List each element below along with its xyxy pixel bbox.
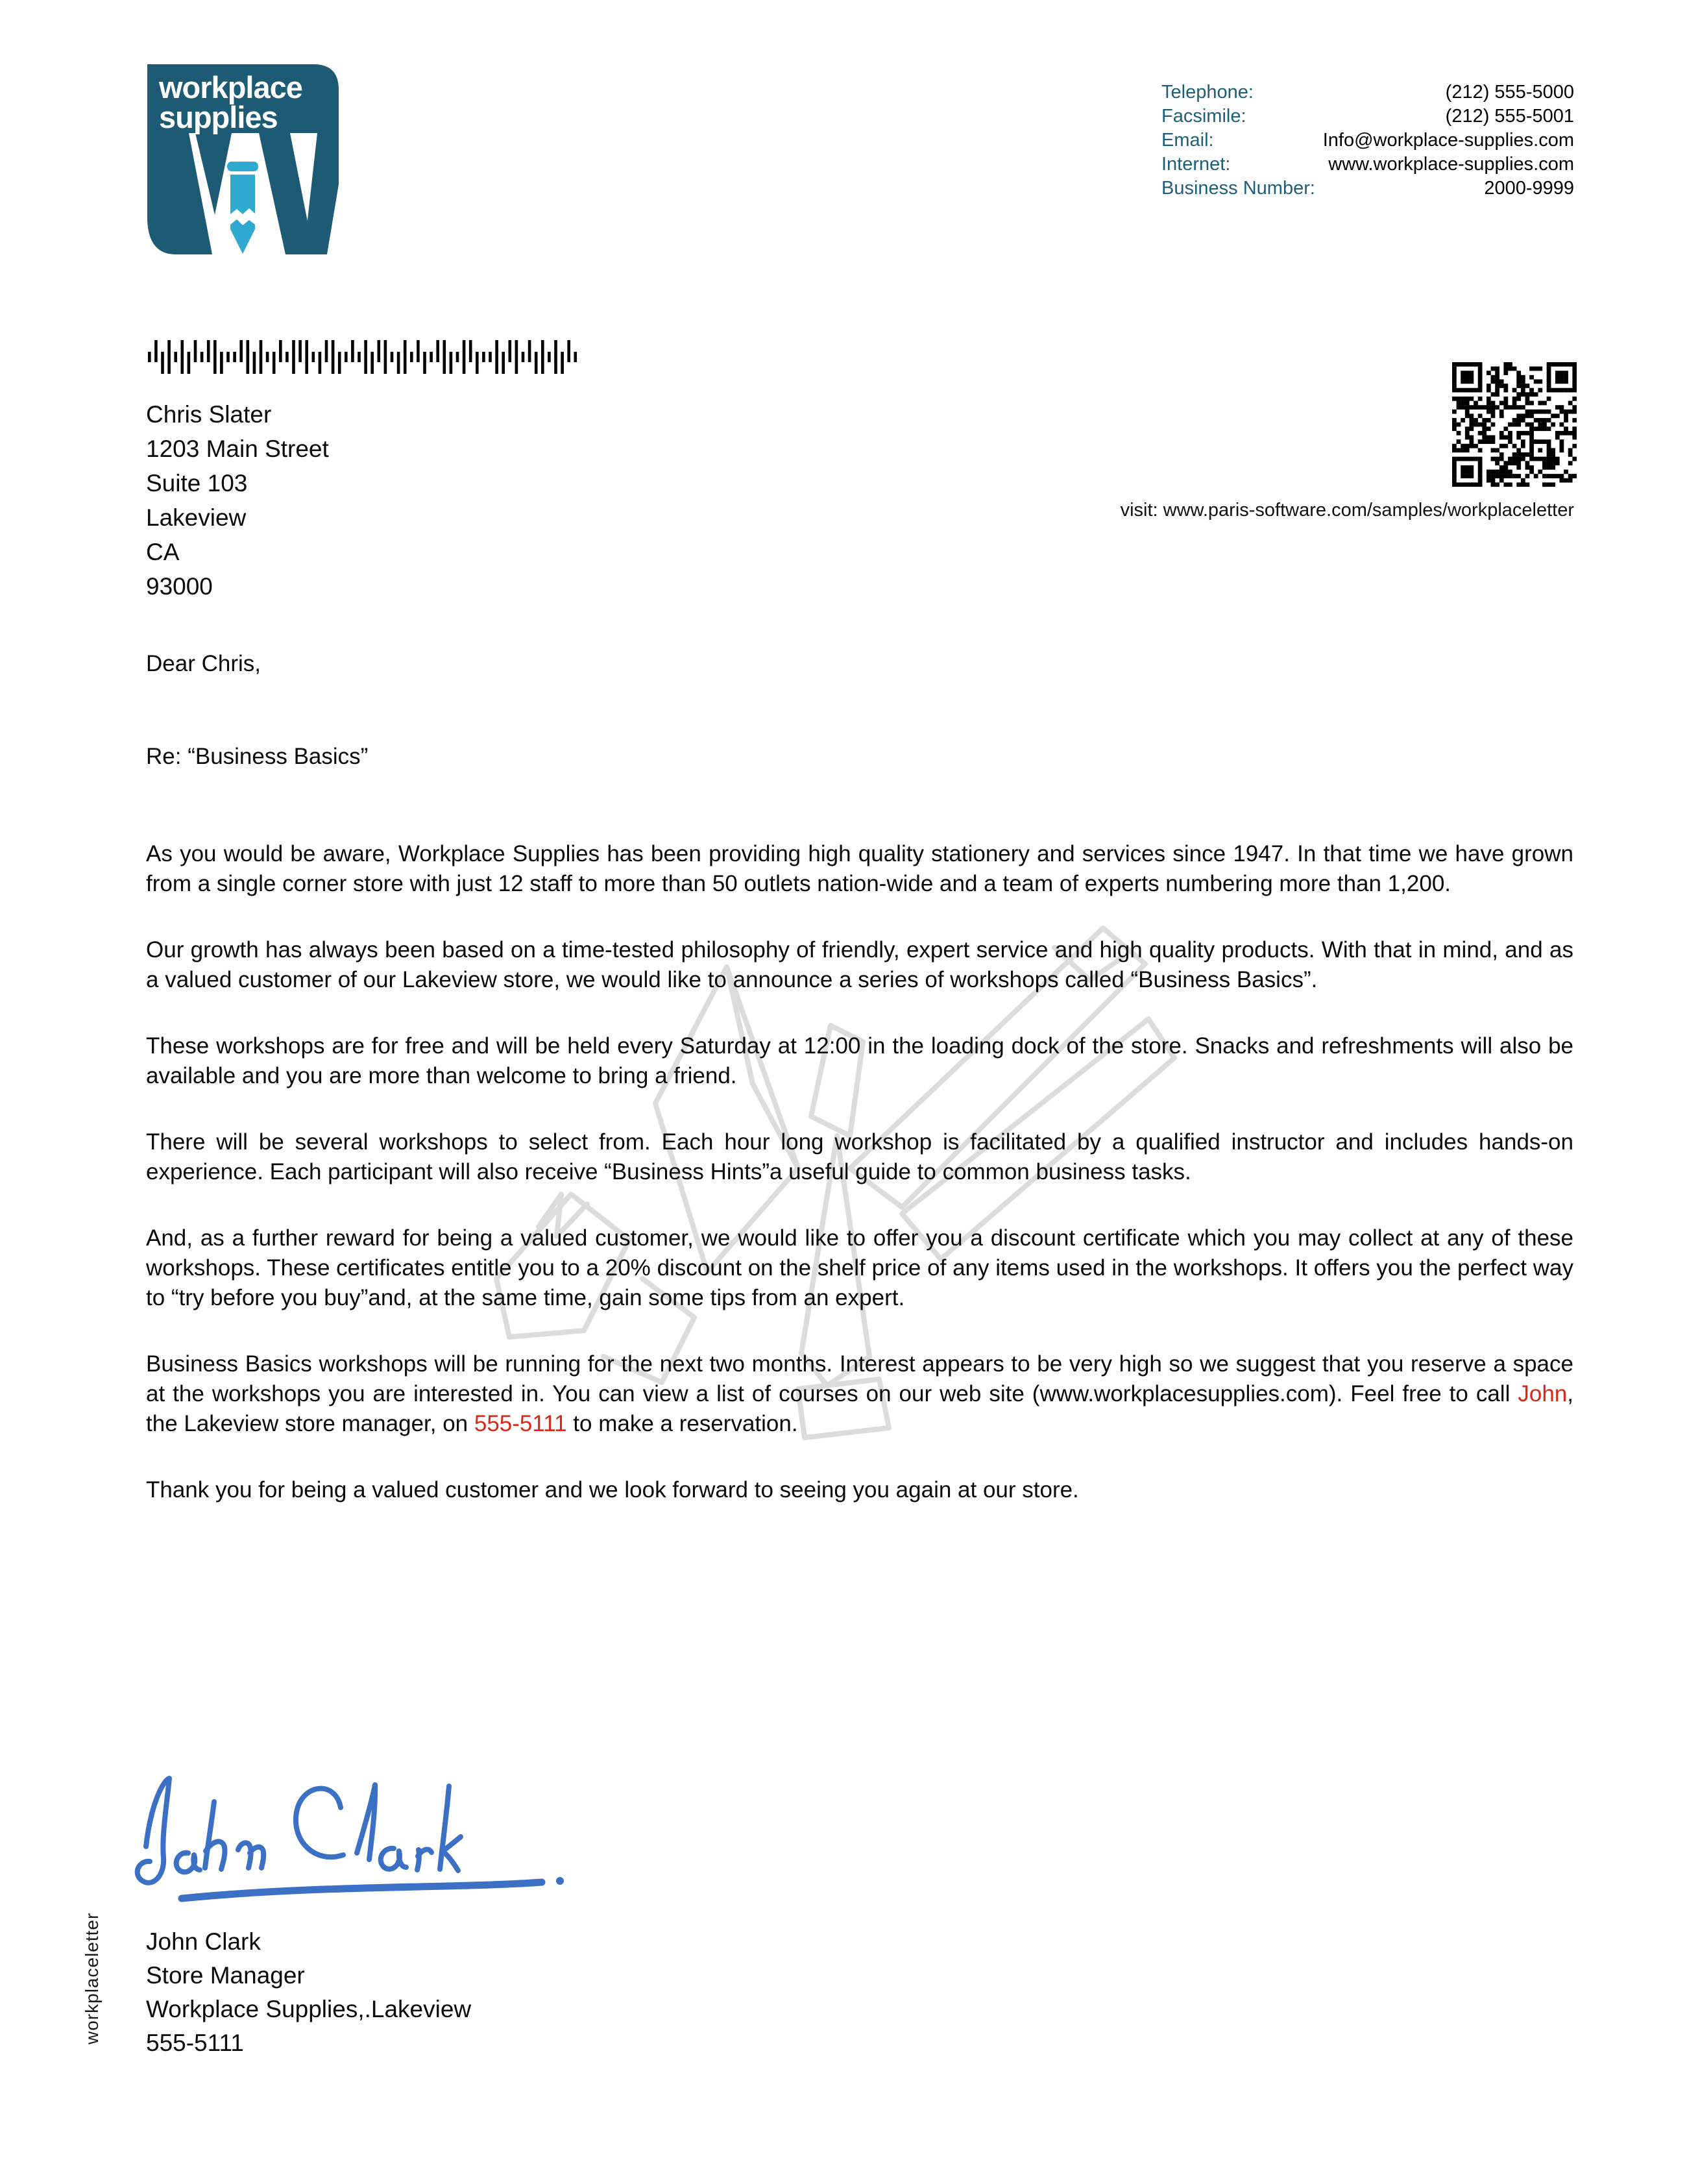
contact-row: [1161, 80, 1574, 104]
subject-line: Re: “Business Basics”: [146, 744, 369, 769]
highlighted-text: John: [1518, 1381, 1568, 1406]
address-line: Chris Slater: [146, 401, 272, 428]
contact-label: Facsimile:: [1161, 106, 1246, 127]
address-line: 1203 Main Street: [146, 436, 329, 462]
contact-value: (212) 555-5000: [1445, 82, 1574, 103]
letter-paragraphs: [146, 839, 1573, 1505]
paragraph: [146, 935, 1573, 995]
side-filename-text: workplaceletter: [82, 1912, 102, 2044]
paragraph: [146, 1475, 1573, 1505]
pencil-icon: [227, 162, 258, 254]
contact-rows: [1161, 80, 1574, 201]
contact-label: Telephone:: [1161, 82, 1254, 103]
salutation: Dear Chris,: [146, 651, 261, 676]
company-logo: [147, 64, 339, 259]
paragraph-text: There will be several workshops to select from. Each hour long workshop is facilitated by a qualified instructor and includes hands-on experience. Each participant will also receive “Business Hints”a useful guide to common business tasks.: [146, 1129, 1573, 1184]
paragraph: [146, 1127, 1573, 1187]
paragraph-text: , the Lakeview store manager, on: [146, 1381, 1573, 1436]
paragraph-text: And, as a further reward for being a valued customer, we would like to offer you a discount certificate which you may collect at any of these workshops. These certificates entitle you to a 20% discount on the shelf price of any items used in the workshops. It offers you the perfect way to “try before you buy”and, at the same time, gain some tips from an expert.: [146, 1225, 1573, 1310]
paragraph: [146, 1223, 1573, 1313]
contact-label: Email:: [1161, 130, 1214, 151]
contact-row: [1161, 129, 1574, 153]
qr-code: [1452, 362, 1577, 487]
paragraph-text: Our growth has always been based on a time-tested philosophy of friendly, expert service and high quality products. With that in mind, and as a valued customer of our Lakeview store, we would like to announce a series of workshops called “Business Basics”.: [146, 937, 1573, 992]
contact-row: [1161, 104, 1574, 129]
address-line: CA: [146, 539, 180, 565]
logo-text-line1: workplace: [159, 70, 302, 104]
paragraph-text: As you would be aware, Workplace Supplies has been providing high quality stationery and services since 1947. In that time we have grown from a single corner store with just 12 staff to more than 50 outlets nation-wide and a team of experts numbering more than 1,200.: [146, 841, 1573, 896]
contact-label: Business Number:: [1161, 178, 1315, 199]
contact-row: [1161, 177, 1574, 201]
signature: [127, 1739, 594, 1934]
paragraph-text: to make a reservation.: [566, 1411, 798, 1436]
paragraph-text: Thank you for being a valued customer and we look forward to seeing you again at our store.: [146, 1477, 1079, 1503]
contact-label: Internet:: [1161, 154, 1231, 175]
highlighted-text: 555-5111: [474, 1411, 567, 1436]
postal-barcode: [148, 337, 583, 376]
logo-text-line2: supplies: [159, 100, 278, 134]
sender-line: John Clark: [146, 1928, 261, 1955]
address-line: Suite 103: [146, 470, 248, 497]
address-line: 93000: [146, 573, 213, 600]
qr-caption: visit: www.paris-software.com/samples/workplaceletter: [1120, 500, 1574, 521]
sender-line: Workplace Supplies,.Lakeview: [146, 1996, 472, 2022]
contact-value: Info@workplace-supplies.com: [1322, 130, 1574, 151]
paragraph-text: Business Basics workshops will be running for the next two months. Interest appears to be very high so we suggest that you reserve a space at the workshops you are interested in. You can view a list of courses on our web site (www.workplacesupplies.com). Feel free to call: [146, 1351, 1573, 1406]
contact-value: (212) 555-5001: [1445, 106, 1574, 127]
letter-body: [146, 649, 1573, 1505]
sender-line: 555-5111: [146, 2030, 244, 2056]
sender-line: Store Manager: [146, 1962, 305, 1989]
paragraph: [146, 1031, 1573, 1091]
address-line: Lakeview: [146, 504, 247, 531]
paragraph: [146, 1349, 1573, 1439]
recipient-address: [146, 397, 329, 604]
paragraph-text: These workshops are for free and will be held every Saturday at 12:00 in the loading dock of the store. Snacks and refreshments will also be available and you are more than welcome to bring a friend.: [146, 1033, 1573, 1088]
paragraph: [146, 839, 1573, 899]
contact-row: [1161, 153, 1574, 177]
sender-block: [146, 1925, 471, 2060]
contact-value: 2000-9999: [1484, 178, 1574, 199]
contact-value: www.workplace-supplies.com: [1328, 154, 1574, 175]
